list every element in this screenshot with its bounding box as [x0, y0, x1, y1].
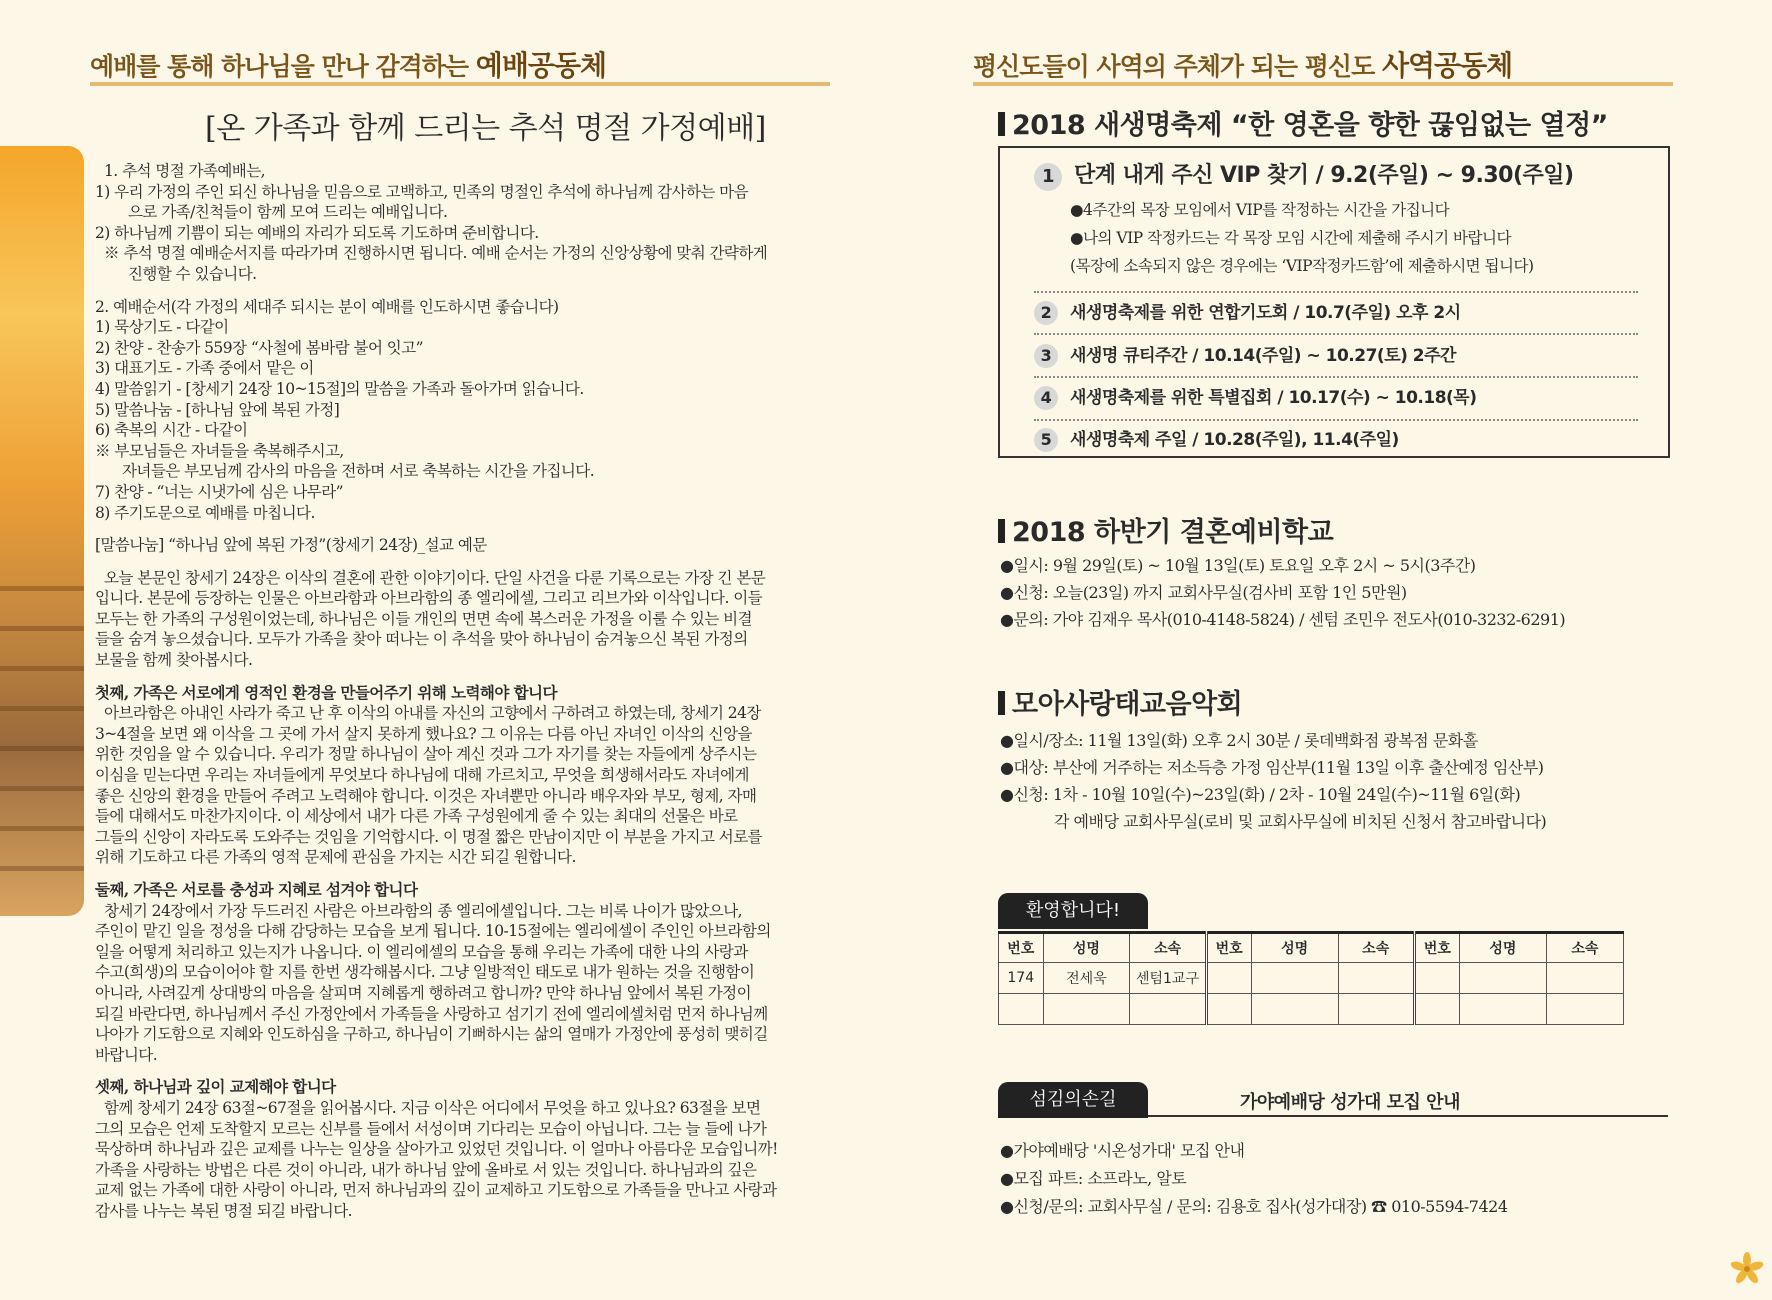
festival-title [998, 103, 1608, 142]
dotted-divider [1034, 291, 1638, 293]
festival-detail: ●나의 VIP 작정카드는 각 목장 모임 시간에 제출해 주시기 바랍니다 [1070, 229, 1511, 247]
body-line: 7) 찬양 - “너는 시냇가에 심은 나무라” [95, 482, 344, 501]
body-line: 바랍니다. [95, 1045, 158, 1064]
service-line: ●모집 파트: 소프라노, 알토 [1000, 1169, 1187, 1188]
body-line: 보물을 함께 찾아봅시다. [95, 651, 253, 670]
body-line: 5) 말씀나눔 - [하나님 앞에 복된 가정] [95, 400, 340, 419]
festival-item-1 [1034, 158, 1574, 191]
concert-line: 각 예배당 교회사무실(로비 및 교회사무실에 비치된 신청서 참고바랍니다) [1054, 812, 1547, 831]
body-line: 그의 모습은 언제 도착할지 모르는 신부를 들에서 서성이며 기다리는 모습이 아닙니다. 그는 늘 들에 나가 [95, 1119, 767, 1138]
left-body-text [95, 161, 827, 1222]
service-line: ●가야예배당 '시온성가대' 모집 안내 [1000, 1141, 1245, 1160]
table-cell [1206, 963, 1251, 994]
left-header-emphasis: 예배공동체 [475, 49, 607, 82]
welcome-table [998, 931, 1624, 1025]
table-cell [1251, 963, 1338, 994]
left-header-rule [90, 82, 830, 86]
table-cell [1546, 963, 1623, 994]
body-line: 3~4절을 보면 왜 이삭을 그 곳에 가서 살지 못하게 했나요? 그 이유는 다름 아닌 자녀인 이삭의 신앙을 [95, 724, 752, 743]
festival-item-label: 단계 내게 주신 VIP 찾기 / 9.2(주일) ~ 9.30(주일) [1074, 163, 1574, 188]
table-cell [1338, 994, 1414, 1025]
festival-item-3 [1034, 341, 1456, 368]
service-line: ●신청/문의: 교회사무실 / 문의: 김용호 집사(성가대장) ☎ 010-5594-7424 [1000, 1197, 1508, 1216]
body-line: 수고(희생)의 모습이어야 할 지를 한번 생각해봅시다. 그냥 일방적인 태도로 내가 원하는 것을 진행함이 [95, 963, 755, 982]
body-line: 1) 우리 가정의 주인 되신 하나님을 믿음으로 고백하고, 민족의 명절인 추석에 하나님께 감사하는 마음 [95, 182, 749, 201]
marriage-line: ●신청: 오늘(23일) 까지 교회사무실(검사비 포함 1인 5만원) [1000, 583, 1407, 602]
body-line: 교제 없는 가족에 대한 사랑이 아니라, 먼저 하나님과의 깊이 교제하고 기도함으로 가족들을 만나고 사랑과 [95, 1181, 777, 1200]
header-name: 성명 [1459, 933, 1546, 963]
festival-title-text: 2018 새생명축제 “한 영혼을 향한 끊임없는 열정” [1012, 110, 1608, 141]
header-number: 번호 [999, 933, 1044, 963]
body-line: 묵상하며 하나님과 깊은 교제를 나누는 일상을 살아가고 있었던 것입니다. 이 얼마나 아름다운 모습입니까! [95, 1140, 778, 1159]
festival-item-4 [1034, 383, 1477, 410]
table-cell: 전세욱 [1043, 963, 1130, 994]
paragraph-gap [95, 671, 827, 683]
marriage-title-text: 2018 하반기 결혼예비학교 [1012, 517, 1334, 548]
body-line: 자녀들은 부모님께 감사의 마음을 전하며 서로 축복하는 시간을 가집니다. [122, 462, 595, 481]
body-line: 모두는 한 가족의 구성원이었는데, 하나님은 이들 개인의 면면 속에 복스러운 가정을 이룰 수 있는 비결 [95, 609, 753, 628]
section-heading: 셋째, 하나님과 깊이 교제해야 합니다 [95, 1077, 336, 1097]
title-bar-icon [998, 691, 1005, 715]
body-line: 진행할 수 있습니다. [128, 264, 257, 283]
dotted-divider [1034, 333, 1638, 335]
title-bar-icon [998, 519, 1005, 543]
body-line: [말씀나눔] “하나님 앞에 복된 가정”(창세기 24장)_설교 예문 [95, 536, 487, 555]
left-section-header [90, 44, 606, 84]
concert-line: ●대상: 부산에 거주하는 저소득층 가정 임산부(11월 13일 이후 출산예정 임산부) [1000, 758, 1544, 777]
body-line: 감사를 나누는 복된 명절 되길 바랍니다. [95, 1201, 353, 1220]
table-cell [1459, 963, 1546, 994]
body-line: 나아가 기도함으로 지혜와 인도하심을 구하고, 하나님이 기뻐하시는 삶의 열매가 가정안에 풍성히 맺히길 [95, 1025, 768, 1044]
body-line: 가족을 사랑하는 방법은 다른 것이 아니라, 내가 하나님 앞에 올바로 서 있는 것입니다. 하나님과의 깊은 [95, 1160, 757, 1179]
festival-item-label: 새생명 큐티주간 / 10.14(주일) ~ 10.27(토) 2주간 [1070, 346, 1456, 366]
service-heading: 가야예배당 성가대 모집 안내 [1240, 1092, 1460, 1113]
body-line: 들을 숨겨 놓으셨습니다. 모두가 가족을 찾아 떠나는 이 추석을 맞아 하나님이 숨겨놓으신 복된 가정의 [95, 630, 748, 649]
festival-box [998, 146, 1670, 458]
title-bar-icon [998, 112, 1005, 136]
dotted-divider [1034, 376, 1638, 378]
body-line: 오늘 본문인 창세기 24장은 이삭의 결혼에 관한 이야기이다. 단일 사건을 다룬 기록으로는 가장 긴 본문 [104, 568, 766, 587]
table-cell [1459, 994, 1546, 1025]
paragraph-gap [95, 523, 827, 535]
section-heading: 둘째, 가족은 서로를 충성과 지혜로 섬겨야 합니다 [95, 880, 418, 899]
marriage-line: ●일시: 9월 29일(토) ~ 10월 13일(토) 토요일 오후 2시 ~ 5시(3주간) [1000, 556, 1476, 575]
table-cell [1546, 994, 1623, 1025]
table-cell [1130, 994, 1206, 1025]
body-line: 입니다. 본문에 등장하는 인물은 아브라함과 아브라함의 종 엘리에셀, 그리고 리브가와 이삭입니다. 이들 [95, 589, 763, 608]
festival-item-label: 새생명축제 주일 / 10.28(주일), 11.4(주일) [1070, 430, 1399, 450]
festival-detail: ●4주간의 목장 모임에서 VIP를 작정하는 시간을 가집니다 [1070, 201, 1450, 219]
table-cell [1043, 994, 1130, 1025]
body-line: 되길 바란다면, 하나님께서 주신 가정안에서 가족들을 사랑하고 섬기기 전에 엘리에셀처럼 먼저 하나님께 [95, 1004, 768, 1023]
festival-item-number: 5 [1034, 428, 1058, 452]
right-header-rule [973, 82, 1673, 86]
table-cell [1414, 963, 1459, 994]
body-line: 그들의 신앙이 자라도록 도와주는 것임을 기억합시다. 이 명절 짧은 만남이지만 이 부분을 가지고 서로를 [95, 827, 763, 846]
body-line: 4) 말씀읽기 - [창세기 24장 10~15절]의 말씀을 가족과 돌아가며 읽습니다. [95, 379, 584, 398]
header-group: 소속 [1338, 933, 1414, 963]
marriage-line: ●문의: 가야 김재우 목사(010-4148-5824) / 센텀 조민우 전도사(010-3232-6291) [1000, 610, 1566, 629]
paragraph-gap [95, 1065, 827, 1077]
table-cell [1414, 994, 1459, 1025]
header-group: 소속 [1546, 933, 1623, 963]
body-line: 1) 묵상기도 - 다같이 [95, 318, 229, 337]
body-line: 들에 대해서도 마찬가지이다. 이 세상에서 내가 다른 가족 구성원에게 줄 수 있는 최대의 선물은 바로 [95, 807, 738, 826]
dotted-divider [1034, 419, 1638, 421]
welcome-tab: 환영합니다! [998, 893, 1148, 929]
festival-detail: (목장에 소속되지 않은 경우에는 ‘VIP작정카드함’에 제출하시면 됩니다) [1070, 257, 1534, 275]
left-header-prefix: 예배를 통해 하나님을 만나 감격하는 [90, 52, 469, 81]
body-line: 함께 창세기 24장 63절~67절을 읽어봅시다. 지금 이삭은 어디에서 무엇을 하고 있나요? 63절을 보면 [104, 1098, 761, 1117]
body-line: 3) 대표기도 - 가족 중에서 맡은 이 [95, 359, 314, 378]
table-cell [1251, 994, 1338, 1025]
body-line: 2) 찬양 - 찬송가 559장 “사철에 봄바람 불어 잇고” [95, 338, 423, 357]
body-line: 2. 예배순서(각 가정의 세대주 되시는 분이 예배를 인도하시면 좋습니다) [95, 297, 559, 316]
header-name: 성명 [1251, 933, 1338, 963]
table-cell [1338, 963, 1414, 994]
festival-item-number: 1 [1034, 163, 1062, 191]
table-cell: 174 [999, 963, 1044, 994]
left-title: [온 가족과 함께 드리는 추석 명절 가정예배] [205, 111, 766, 146]
body-line: 1. 추석 명절 가족예배는, [104, 162, 266, 180]
table-cell: 센텀1교구 [1130, 963, 1206, 994]
paragraph-gap [95, 556, 827, 568]
body-line: 주인이 맡긴 일을 정성을 다해 감당하는 모습을 보게 됩니다. 10-15절에는 엘리에셀이 주인인 아브라함의 [95, 922, 771, 941]
festival-item-label: 새생명축제를 위한 연합기도회 / 10.7(주일) 오후 2시 [1070, 303, 1461, 323]
right-section-header [973, 44, 1512, 84]
right-header-prefix: 평신도들이 사역의 주체가 되는 평신도 [973, 52, 1375, 81]
festival-item-5 [1034, 425, 1399, 452]
body-line: 으로 가족/친척들이 함께 모여 드리는 예배입니다. [128, 203, 448, 222]
service-tab: 섬김의손길 [998, 1082, 1148, 1118]
body-line: 아브라함은 아내인 사라가 죽고 난 후 이삭의 아내를 자신의 고향에서 구하려고 하였는데, 창세기 24장 [104, 704, 761, 723]
header-name: 성명 [1043, 933, 1130, 963]
paragraph-gap [95, 868, 827, 880]
festival-item-number: 3 [1034, 344, 1058, 368]
concert-line: ●신청: 1차 - 10월 10일(수)~23일(화) / 2차 - 10월 24일(수)~11월 6일(화) [1000, 785, 1521, 804]
paragraph-gap [95, 285, 827, 297]
table-row [999, 963, 1624, 994]
festival-item-2 [1034, 298, 1461, 325]
body-line: 좋은 신앙의 환경을 만들어 주려고 노력해야 합니다. 이것은 자녀뿐만 아니라 배우자와 부모, 형제, 자매 [95, 786, 757, 805]
service-rule [1148, 1115, 1668, 1117]
concert-title-text: 모아사랑태교음악회 [1012, 689, 1243, 720]
header-number: 번호 [1414, 933, 1459, 963]
body-line: 위한 것임을 알 수 있습니다. 우리가 정말 하나님이 살아 계신 것과 그가 자기를 찾는 자들에게 상주시는 [95, 745, 757, 764]
body-line: 일을 어떻게 처리하고 있는지가 나옵니다. 이 엘리에셀의 모습을 통해 우리는 가족에 대한 나의 사랑과 [95, 942, 748, 961]
body-line: 2) 하나님께 기쁨이 되는 예배의 자리가 되도록 기도하며 준비합니다. [95, 223, 539, 242]
body-line: ※ 추석 명절 예배순서지를 따라가며 진행하시면 됩니다. 예배 순서는 가정의 신앙상황에 맞춰 간략하게 [104, 244, 768, 263]
header-group: 소속 [1130, 933, 1206, 963]
autumn-leaves-decoration [0, 146, 84, 916]
body-line: ※ 부모님들은 자녀들을 축복해주시고, [95, 441, 344, 460]
header-number: 번호 [1206, 933, 1251, 963]
table-cell [1206, 994, 1251, 1025]
marriage-title [998, 510, 1333, 549]
table-header-row [999, 933, 1624, 963]
festival-item-label: 새생명축제를 위한 특별집회 / 10.17(수) ~ 10.18(목) [1070, 388, 1477, 408]
body-line: 위해 기도하고 다른 가족의 영적 문제에 관심을 가지는 시간 되길 원합니다. [95, 848, 576, 867]
body-line: 아니라, 사려깊게 상대방의 마음을 살피며 지혜롭게 행하려고 합니까? 만약 하나님 앞에서 복된 가정이 [95, 983, 752, 1002]
flower-ornament-icon [1730, 1252, 1764, 1286]
section-heading: 첫째, 가족은 서로에게 영적인 환경을 만들어주기 위해 노력해야 합니다 [95, 682, 557, 702]
body-line: 창세기 24장에서 가장 두드러진 사람은 아브라함의 종 엘리에셀입니다. 그는 비록 나이가 많았으나, [104, 901, 743, 920]
festival-item-number: 4 [1034, 386, 1058, 410]
concert-title [998, 682, 1242, 721]
table-cell [999, 994, 1044, 1025]
body-line: 이심을 믿는다면 우리는 자녀들에게 무엇보다 하나님에 대해 가르치고, 무엇을 희생해서라도 자녀에게 [95, 766, 749, 785]
festival-item-number: 2 [1034, 301, 1058, 325]
concert-line: ●일시/장소: 11월 13일(화) 오후 2시 30분 / 롯데백화점 광복점 문화홀 [1000, 731, 1478, 750]
body-line: 8) 주기도문으로 예배를 마칩니다. [95, 503, 315, 522]
right-header-emphasis: 사역공동체 [1381, 49, 1513, 82]
body-line: 6) 축복의 시간 - 다같이 [95, 421, 248, 440]
table-row [999, 994, 1624, 1025]
